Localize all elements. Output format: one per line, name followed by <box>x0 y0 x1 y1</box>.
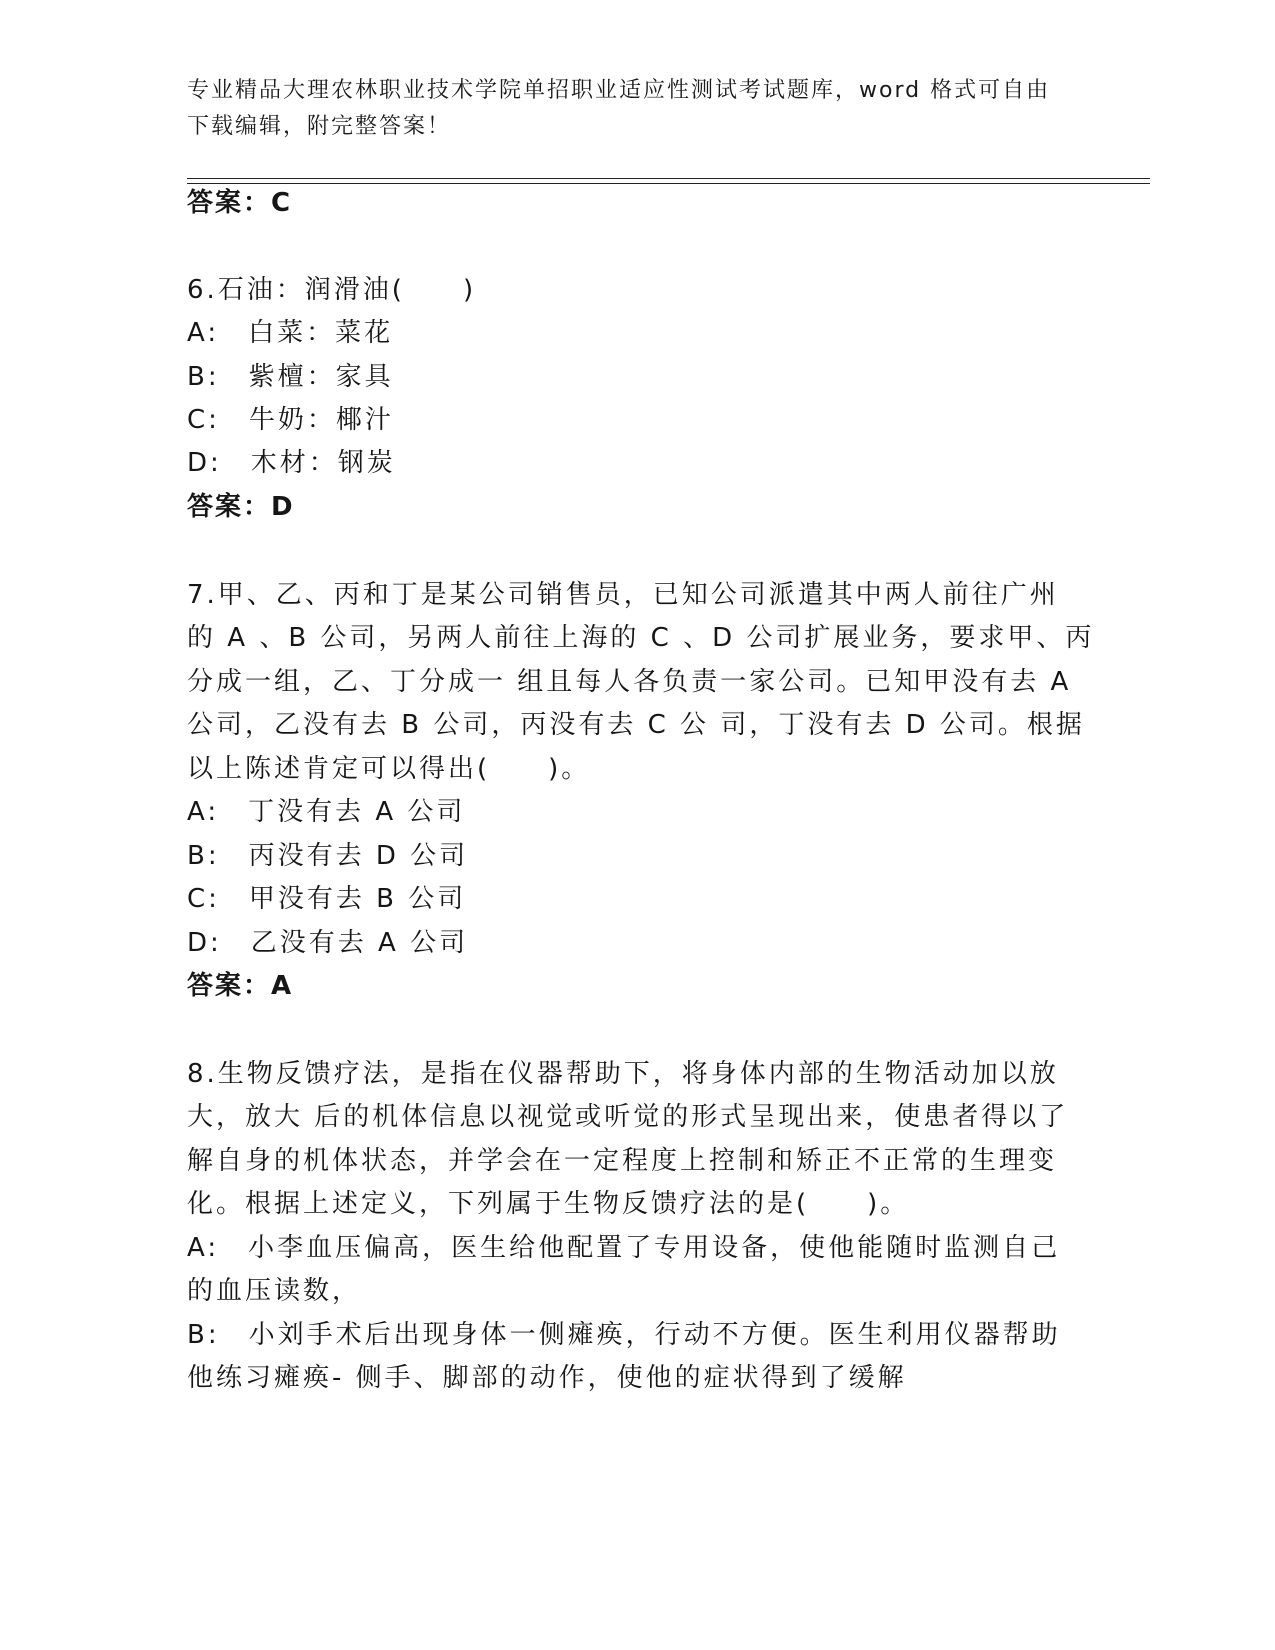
q8-stem-line-3: 解自身的机体状态，并学会在一定程度上控制和矫正不正常的生理变 <box>187 1146 1058 1176</box>
header-rule-top <box>187 178 1150 179</box>
header-rule-bottom <box>187 183 1150 184</box>
q8-stem-line-2: 大，放大 后的机体信息以视觉或听觉的形式呈现出来，使患者得以了 <box>187 1102 1069 1132</box>
q6-option-b: B: 紫檀：家具 <box>187 362 394 392</box>
page-header <box>187 73 1067 145</box>
q7-option-d: D: 乙没有去 A 公司 <box>187 928 469 958</box>
q8-option-a-line-1: A: 小李血压偏高，医生给他配置了专用设备，使他能随时监测自己 <box>187 1233 1061 1263</box>
answer-previous: 答案：C <box>187 188 293 218</box>
q7-answer: 答案：A <box>187 971 294 1001</box>
q7-option-a: A: 丁没有去 A 公司 <box>187 797 466 827</box>
q7-stem-line-3: 分成一组，乙、丁分成一 组且每人各负责一家公司。已知甲没有去 A <box>187 667 1072 697</box>
q8-option-b-line-2: 他练习瘫痪- 侧手、脚部的动作，使他的症状得到了缓解 <box>187 1363 907 1393</box>
q6-option-c: C: 牛奶：椰汁 <box>187 405 394 435</box>
q7-option-b: B: 丙没有去 D 公司 <box>187 841 469 871</box>
q7-stem-line-1: 7.甲、乙、丙和丁是某公司销售员，已知公司派遣其中两人前往广州 <box>187 580 1059 610</box>
q7-option-c: C: 甲没有去 B 公司 <box>187 884 467 914</box>
q6-answer: 答案：D <box>187 492 295 522</box>
q6-option-a: A: 白菜：菜花 <box>187 318 394 348</box>
header-line-1: 专业精品大理农林职业技术学院单招职业适应性测试考试题库，word 格式可自由 <box>187 78 1051 103</box>
q8-option-a-line-2: 的血压读数， <box>187 1276 362 1306</box>
header-line-2: 下载编辑，附完整答案！ <box>187 114 452 139</box>
q8-stem-line-4: 化。根据上述定义，下列属于生物反馈疗法的是( )。 <box>187 1189 910 1219</box>
q7-stem-line-2: 的 A 、B 公司，另两人前往上海的 C 、D 公司扩展业务，要求甲、丙 <box>187 623 1095 653</box>
q6-option-d: D: 木材：钢炭 <box>187 448 396 478</box>
q7-stem-line-4: 公司，乙没有去 B 公司，丙没有去 C 公 司，丁没有去 D 公司。根据 <box>187 710 1085 740</box>
q6-stem: 6.石油：润滑油( ) <box>187 275 477 305</box>
q8-stem-line-1: 8.生物反馈疗法，是指在仪器帮助下，将身体内部的生物活动加以放 <box>187 1059 1059 1089</box>
q8-option-b-line-1: B: 小刘手术后出现身体一侧瘫痪，行动不方便。医生利用仪器帮助 <box>187 1320 1061 1350</box>
q7-stem-line-5: 以上陈述肯定可以得出( )。 <box>187 754 591 784</box>
